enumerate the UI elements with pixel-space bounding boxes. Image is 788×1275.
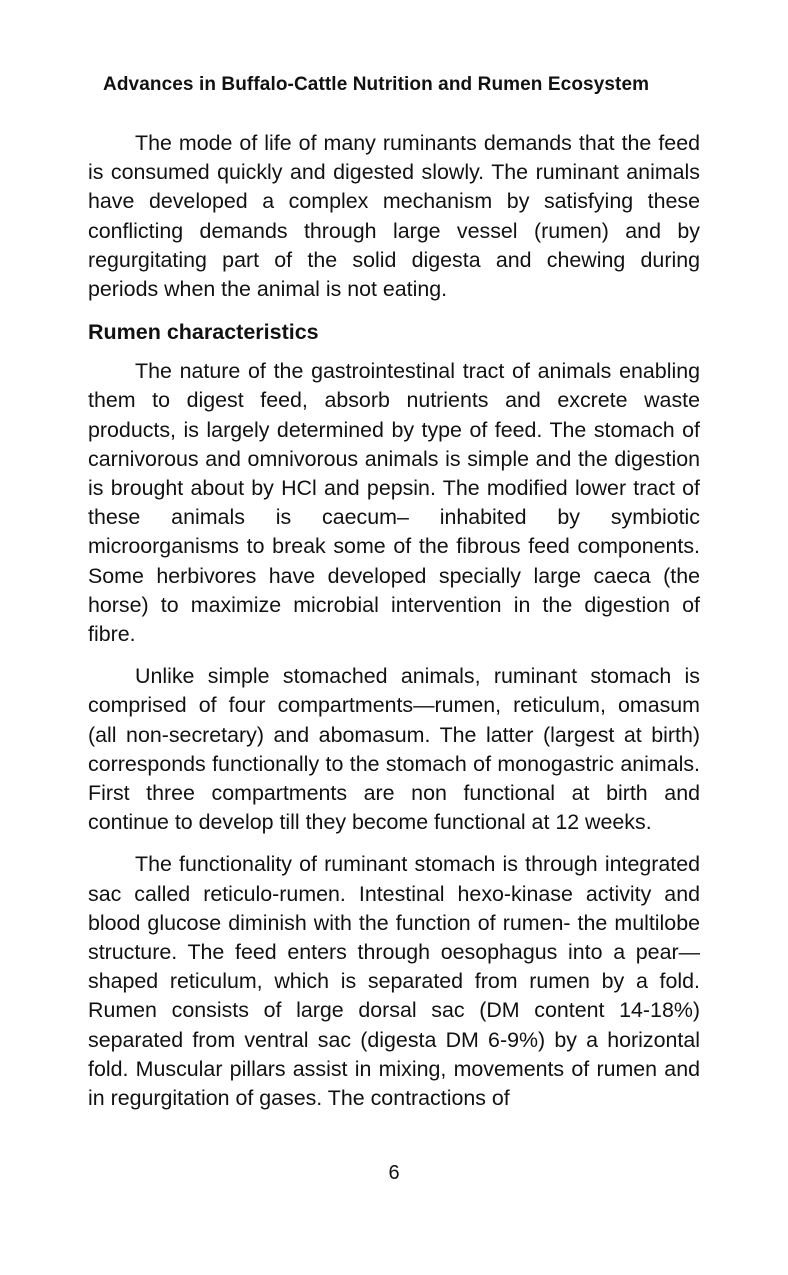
paragraph-reticulo-rumen: The functionality of ruminant stomach is through integrated sac called reticulo-rumen. Intestinal hexo-kinase activity and blood glucose diminish with the function of rumen- the multilobe structure. The feed enters through oesophagus into a pear—shaped reticulum, which is separated from rumen by a fold. Rumen consists of large dorsal sac (DM content 14-18%) separated from ventral sac (digesta DM 6-9%) by a horizontal fold. Muscular pillars assist in mixing, movements of rumen and in regurgitation of gases. The contractions of xyxy=(88,852,700,1111)
paragraph-stomach-compartments: Unlike simple stomached animals, ruminant stomach is comprised of four compartments—rumen, reticulum, omasum (all non-secretary) and abomasum. The latter (largest at birth) corresponds functionally to the stomach of monogastric animals. First three compartments are non functional at birth and continue to develop till they become functional at 12 weeks. xyxy=(88,664,700,835)
body-text xyxy=(88,129,700,1126)
page-number: 6 xyxy=(388,1162,400,1184)
section-heading: Rumen characteristics xyxy=(88,320,319,345)
paragraph-gastrointestinal-tract: The nature of the gastrointestinal tract of animals enabling them to digest feed, absorb nutrients and excrete waste products, is largely determined by type of feed. The stomach of carnivorous and omnivorous animals is simple and the digestion is brought about by HCl and pepsin. The modified lower tract of these animals is caecum– inhabited by symbiotic microorganisms to break some of the fibrous feed components. Some herbivores have developed specially large caeca (the horse) to maximize microbial intervention in the digestion of fibre. xyxy=(88,359,700,647)
running-header: Advances in Buffalo-Cattle Nutrition and Rumen Ecosystem xyxy=(103,74,650,95)
paragraph-ruminant-feeding: The mode of life of many ruminants demands that the feed is consumed quickly and digested slowly. The ruminant animals have developed a complex mechanism by satisfying these conflicting demands through large vessel (rumen) and by regurgitating part of the solid digesta and chewing during periods when the animal is not eating. xyxy=(88,131,700,302)
